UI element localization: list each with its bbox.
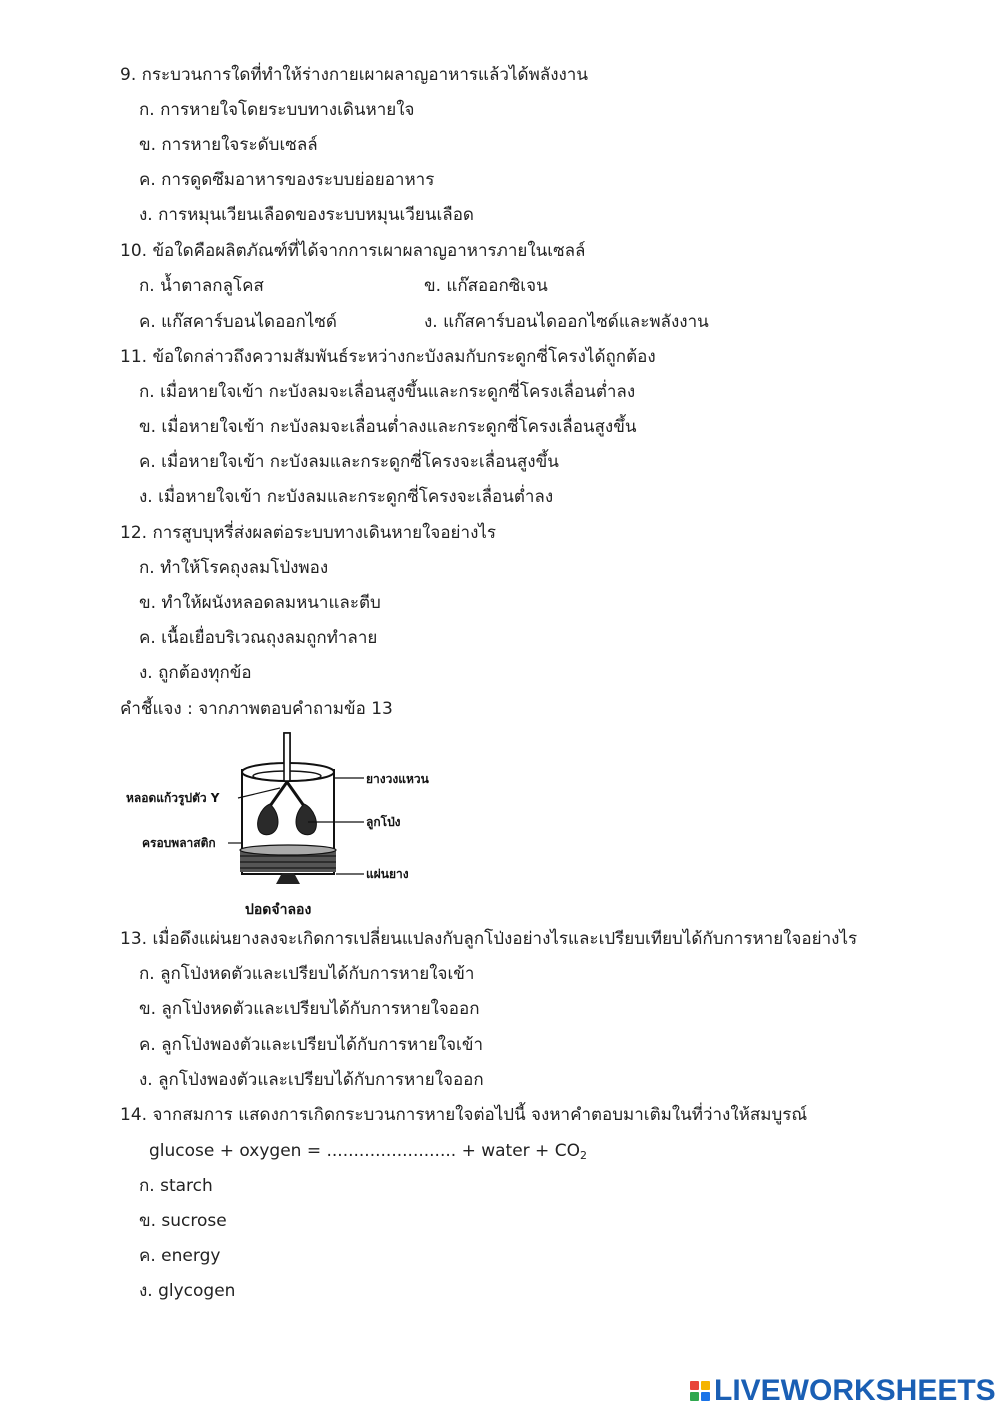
question-10-stem: 10. ข้อใดคือผลิตภัณฑ์ที่ได้จากการเผาผลาญอาหารภายในเซลล์: [120, 241, 586, 261]
question-9-option-c[interactable]: ค. การดูดซึมอาหารของระบบย่อยอาหาร: [139, 170, 435, 190]
question-13-option-a[interactable]: ก. ลูกโป่งหดตัวและเปรียบได้กับการหายใจเข้า: [139, 964, 475, 984]
label-rubber-sheet: แผ่นยาง: [366, 867, 409, 881]
question-10-option-a[interactable]: ก. น้ำตาลกลูโคส: [139, 276, 264, 296]
question-11-option-b[interactable]: ข. เมื่อหายใจเข้า กะบังลมจะเลื่อนต่ำลงและกระดูกซี่โครงเลื่อนสูงขึ้น: [139, 417, 637, 437]
equation-subscript: 2: [579, 1149, 587, 1162]
question-9-option-b[interactable]: ข. การหายใจระดับเซลล์: [139, 135, 318, 155]
question-14-option-d[interactable]: ง. glycogen: [139, 1281, 236, 1301]
question-11-option-d[interactable]: ง. เมื่อหายใจเข้า กะบังลมและกระดูกซี่โครงจะเลื่อนต่ำลง: [139, 487, 554, 507]
question-12-option-a[interactable]: ก. ทำให้โรคถุงลมโป่งพอง: [139, 558, 329, 578]
question-11-option-a[interactable]: ก. เมื่อหายใจเข้า กะบังลมจะเลื่อนสูงขึ้นและกระดูกซี่โครงเลื่อนต่ำลง: [139, 382, 636, 402]
logo-grid-icon: [690, 1381, 710, 1401]
question-9-option-a[interactable]: ก. การหายใจโดยระบบทางเดินหายใจ: [139, 100, 415, 120]
question-14-stem: 14. จากสมการ แสดงการเกิดกระบวนการหายใจต่อไปนี้ จงหาคำตอบมาเติมในที่ว่างให้สมบูรณ์: [120, 1105, 808, 1125]
question-11-stem: 11. ข้อใดกล่าวถึงความสัมพันธ์ระหว่างกะบังลมกับกระดูกซี่โครงได้ถูกต้อง: [120, 347, 656, 367]
question-13-option-d[interactable]: ง. ลูกโป่งพองตัวและเปรียบได้กับการหายใจออก: [139, 1070, 484, 1090]
question-10-option-d[interactable]: ง. แก๊สคาร์บอนไดออกไซด์และพลังงาน: [424, 312, 709, 332]
question-12-stem: 12. การสูบบุหรี่ส่งผลต่อระบบทางเดินหายใจอย่างไร: [120, 523, 497, 543]
question-9-stem: 9. กระบวนการใดที่ทำให้ร่างกายเผาผลาญอาหารแล้วได้พลังงาน: [120, 65, 588, 85]
instruction-text: คำชี้แจง : จากภาพตอบคำถามข้อ 13: [120, 699, 393, 719]
label-balloon: ลูกโป่ง: [366, 815, 401, 829]
question-12-option-d[interactable]: ง. ถูกต้องทุกข้อ: [139, 663, 252, 683]
question-11-option-c[interactable]: ค. เมื่อหายใจเข้า กะบังลมและกระดูกซี่โครงจะเลื่อนสูงขึ้น: [139, 452, 559, 472]
question-14-option-b[interactable]: ข. sucrose: [139, 1211, 227, 1231]
question-10-option-c[interactable]: ค. แก๊สคาร์บอนไดออกไซด์: [139, 312, 337, 332]
label-rubber-ring: ยางวงแหวน: [366, 772, 429, 786]
equation-text: glucose + oxygen = ........................ + water + CO: [149, 1141, 580, 1161]
question-14-option-a[interactable]: ก. starch: [139, 1176, 213, 1196]
label-plastic-jar: ครอบพลาสติก: [142, 836, 216, 850]
question-14-equation: [149, 1140, 587, 1167]
question-14-option-c[interactable]: ค. energy: [139, 1246, 221, 1266]
question-13-stem: 13. เมื่อดึงแผ่นยางลงจะเกิดการเปลี่ยนแปลงกับลูกโป่งอย่างไรและเปรียบเทียบได้กับการหายใจอย่างไร: [120, 929, 858, 949]
liveworksheets-logo[interactable]: [690, 1376, 996, 1406]
question-12-option-b[interactable]: ข. ทำให้ผนังหลอดลมหนาและตีบ: [139, 593, 381, 613]
question-10-option-b[interactable]: ข. แก๊สออกซิเจน: [424, 276, 548, 296]
question-9-option-d[interactable]: ง. การหมุนเวียนเลือดของระบบหมุนเวียนเลือด: [139, 205, 474, 225]
logo-text: LIVEWORKSHEETS: [714, 1374, 996, 1407]
question-12-option-c[interactable]: ค. เนื้อเยื่อบริเวณถุงลมถูกทำลาย: [139, 628, 378, 648]
diagram-caption: ปอดจำลอง: [245, 902, 312, 918]
label-y-tube: หลอดแก้วรูปตัว Y: [126, 791, 220, 805]
lung-model-diagram: [120, 728, 429, 923]
question-13-option-b[interactable]: ข. ลูกโป่งหดตัวและเปรียบได้กับการหายใจออก: [139, 999, 480, 1019]
question-13-option-c[interactable]: ค. ลูกโป่งพองตัวและเปรียบได้กับการหายใจเข้า: [139, 1035, 484, 1055]
